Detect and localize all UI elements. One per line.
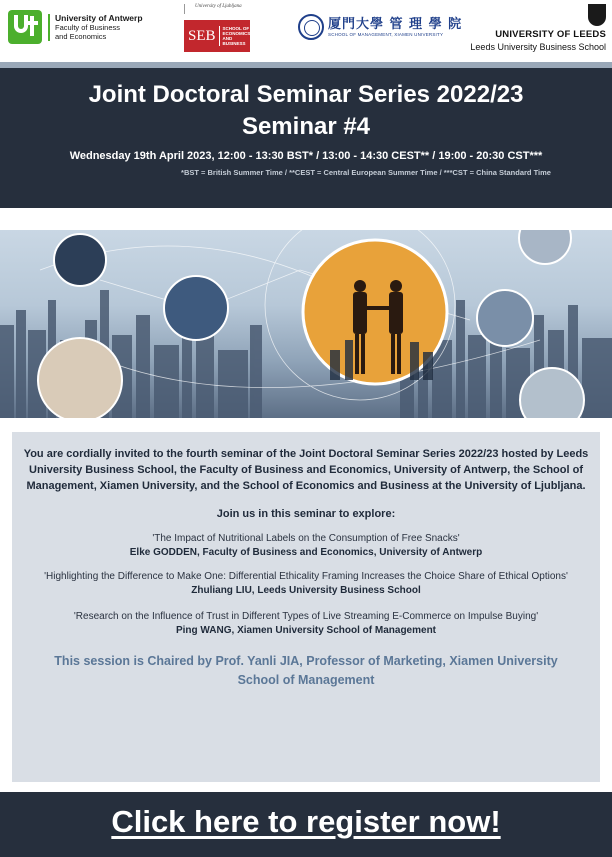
seb-badge	[184, 20, 250, 52]
antwerp-logo-text	[48, 14, 143, 41]
session-chair: This session is Chaired by Prof. Yanli JIA, Professor of Marketing, Xiamen University School of Management	[54, 654, 558, 687]
seb-subtitle	[219, 26, 251, 46]
register-link[interactable]: Click here to register now!	[111, 804, 501, 839]
seb-sub-3: AND BUSINESS	[222, 36, 246, 46]
business-city-photo	[0, 230, 612, 418]
talk-speaker: Elke GODDEN, Faculty of Business and Economics, University of Antwerp	[129, 547, 483, 558]
ljubljana-name: University of Ljubljana	[184, 4, 250, 14]
leeds-university-name: UNIVERSITY OF LEEDS	[495, 29, 606, 40]
seb-mark: SEB	[188, 27, 216, 44]
join-heading: Join us in this seminar to explore:	[216, 508, 396, 520]
talk-speaker: Ping WANG, Xiamen University School of Management	[175, 625, 437, 636]
register-footer	[0, 792, 612, 857]
xiamen-logo-text	[328, 18, 462, 37]
seminar-banner	[0, 62, 612, 208]
talk-title: 'Research on the Influence of Trust in Different Types of Live Streaming E-Commerce on Impulse Buying'	[73, 611, 539, 622]
timezone-note: *BST = British Summer Time / **CEST = Central European Summer Time / ***CST = China Standard Time	[181, 168, 551, 177]
antwerp-faculty-line1: Faculty of Business	[55, 22, 121, 32]
leeds-logo	[470, 4, 606, 52]
xiamen-university-logo	[298, 14, 462, 40]
logo-strip	[0, 0, 612, 62]
seminar-series-title: Joint Doctoral Seminar Series 2022/23	[88, 81, 524, 108]
talk-title: 'Highlighting the Difference to Make One: Differential Ethicality Framing Increases the Choice Share of Ethical Options'	[44, 571, 568, 582]
invitation-text: You are cordially invited to the fourth seminar of the Joint Doctoral Seminar Series 2022/23 hosted by Leeds University Business School, the Faculty of Business and Economics, University of Antwerp, the School of Management, Xiamen University, and the School of Economics and Business at the University of Ljubljana.	[23, 448, 589, 492]
seminar-details-panel	[12, 432, 600, 782]
leeds-crest-icon	[588, 4, 606, 26]
talk-item	[22, 532, 590, 560]
seb-sub-2: ECONOMICS	[222, 31, 251, 36]
xiamen-english-name: SCHOOL OF MANAGEMENT, XIAMEN UNIVERSITY	[328, 31, 444, 37]
talk-item	[22, 570, 590, 598]
antwerp-faculty-line2: and Economics	[55, 31, 107, 41]
leeds-business-school-name: Leeds University Business School	[470, 42, 606, 52]
ljubljana-seb-logo	[184, 4, 250, 56]
talk-item	[22, 610, 590, 638]
university-of-antwerp-logo	[8, 10, 143, 44]
antwerp-emblem-icon	[8, 10, 42, 44]
talk-title: 'The Impact of Nutritional Labels on the Consumption of Free Snacks'	[152, 533, 460, 544]
talk-speaker: Zhuliang LIU, Leeds University Business School	[191, 585, 421, 596]
seminar-datetime: Wednesday 19th April 2023, 12:00 - 13:30 BST* / 13:00 - 14:30 CEST** / 19:00 - 20:30 CST***	[69, 150, 543, 162]
city-skyline-illustration	[0, 230, 612, 418]
xiamen-seal-icon	[298, 14, 324, 40]
seminar-number: Seminar #4	[241, 113, 371, 140]
seb-sub-1: SCHOOL OF	[222, 26, 250, 31]
xiamen-chinese-name: 厦門大學 管 理 學 院	[328, 16, 463, 32]
antwerp-name: University of Antwerp	[55, 12, 143, 23]
